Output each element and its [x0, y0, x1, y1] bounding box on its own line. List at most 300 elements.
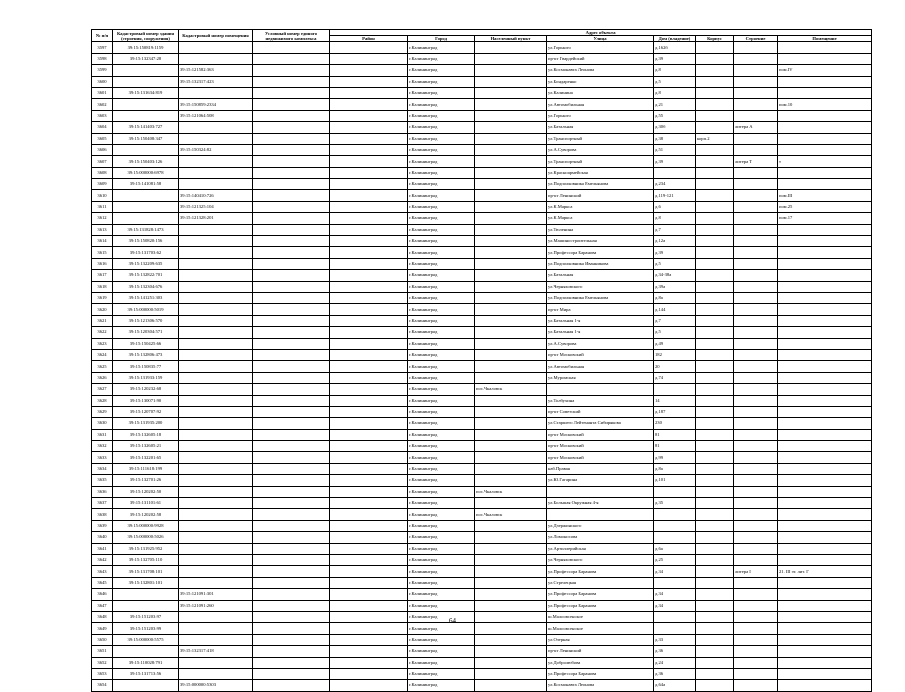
cell-korpus	[696, 190, 734, 201]
cell-house: 230	[654, 418, 696, 429]
cell-cad-building: 39:15:000000:5026	[113, 532, 179, 543]
cell-korpus	[696, 577, 734, 588]
cell-house: д.25	[654, 554, 696, 565]
table-row	[92, 281, 872, 292]
cell-korpus	[696, 87, 734, 98]
cell-num: 3602	[92, 99, 113, 110]
cell-stroenie	[734, 441, 778, 452]
cell-stroenie	[734, 532, 778, 543]
cell-cond-number	[253, 657, 330, 668]
table-row	[92, 384, 872, 395]
cell-room: пом.10	[778, 99, 872, 110]
cell-num: 3648	[92, 611, 113, 622]
cell-settlement	[475, 122, 547, 133]
cell-street: ул.К.Маркса	[547, 213, 654, 224]
cell-cad-building: 39:15:131713:56	[113, 668, 179, 679]
cell-stroenie	[734, 224, 778, 235]
cell-settlement	[475, 144, 547, 155]
cell-num: 3654	[92, 680, 113, 691]
cell-stroenie	[734, 190, 778, 201]
table-row	[92, 201, 872, 212]
cell-city: г.Калининград	[408, 463, 475, 474]
cell-street: ул.Горького	[547, 110, 654, 121]
cell-cond-number	[253, 247, 330, 258]
cell-stroenie	[734, 406, 778, 417]
cell-korpus	[696, 156, 734, 167]
cell-cond-number	[253, 600, 330, 611]
cell-room	[778, 144, 872, 155]
cell-cad-premises	[179, 133, 253, 144]
cell-korpus	[696, 236, 734, 247]
cell-cond-number	[253, 577, 330, 588]
cell-num: 3640	[92, 532, 113, 543]
cell-cond-number	[253, 361, 330, 372]
cell-stroenie	[734, 475, 778, 486]
cell-settlement	[475, 247, 547, 258]
cell-house: д.39	[654, 156, 696, 167]
cell-cond-number	[253, 236, 330, 247]
cell-cad-building: 39:15:150819:1159	[113, 42, 179, 53]
table-row	[92, 372, 872, 383]
cell-cad-premises	[179, 327, 253, 338]
cell-korpus	[696, 554, 734, 565]
cell-cad-premises	[179, 509, 253, 520]
cell-house	[654, 384, 696, 395]
cell-korpus	[696, 258, 734, 269]
cell-district	[330, 532, 408, 543]
cell-city: г.Калининград	[408, 680, 475, 691]
cell-district	[330, 247, 408, 258]
cell-street: ул.Горького	[547, 42, 654, 53]
cell-korpus	[696, 657, 734, 668]
cell-room	[778, 646, 872, 657]
cell-street: ул.Батальная	[547, 270, 654, 281]
cell-cad-building: 39:15:132209:635	[113, 258, 179, 269]
cell-district	[330, 577, 408, 588]
table-row	[92, 122, 872, 133]
cell-room	[778, 281, 872, 292]
cell-cad-building	[113, 76, 179, 87]
cell-settlement	[475, 258, 547, 269]
cell-korpus	[696, 167, 734, 178]
cell-city: г.Калининград	[408, 657, 475, 668]
cell-cad-premises	[179, 657, 253, 668]
cell-cad-building: 39:15:110028:791	[113, 657, 179, 668]
header-room: Помещение	[778, 36, 872, 42]
cell-stroenie	[734, 668, 778, 679]
cell-cond-number	[253, 281, 330, 292]
cell-city: г.Калининград	[408, 395, 475, 406]
cell-cad-premises	[179, 167, 253, 178]
cell-house: д.34-38а	[654, 270, 696, 281]
cell-city: г.Калининград	[408, 76, 475, 87]
cell-stroenie	[734, 395, 778, 406]
cell-cond-number	[253, 53, 330, 64]
cell-city: г.Калининград	[408, 293, 475, 304]
cell-korpus	[696, 76, 734, 87]
cell-house: д.38	[654, 133, 696, 144]
cell-district	[330, 293, 408, 304]
cell-district	[330, 179, 408, 190]
cell-street: пр-кт Советский	[547, 406, 654, 417]
cell-cad-building: 39:15:120707:92	[113, 406, 179, 417]
cell-korpus	[696, 304, 734, 315]
cell-house: д.24	[654, 657, 696, 668]
cell-street: пр-кт Мира	[547, 304, 654, 315]
header-address: Адрес объекта	[330, 30, 872, 36]
cell-house: д.21	[654, 99, 696, 110]
cell-room	[778, 53, 872, 64]
cell-korpus	[696, 65, 734, 76]
header-cad-premises: Кадастровый номер помещения	[179, 30, 253, 42]
cell-settlement: пос.Чкаловск	[475, 486, 547, 497]
cell-settlement	[475, 270, 547, 281]
cell-cad-building	[113, 680, 179, 691]
cell-korpus	[696, 452, 734, 463]
cell-cad-building: 39:15:150403:126	[113, 156, 179, 167]
cell-city: г.Калининград	[408, 338, 475, 349]
cell-house: д.144	[654, 304, 696, 315]
cell-room	[778, 327, 872, 338]
cell-settlement	[475, 680, 547, 691]
cell-stroenie	[734, 99, 778, 110]
cell-cad-building: 39:15:120304:571	[113, 327, 179, 338]
cell-cad-premises	[179, 429, 253, 440]
cell-num: 3639	[92, 520, 113, 531]
cell-cad-premises: 39:15:121064:508	[179, 110, 253, 121]
cell-cad-premises	[179, 361, 253, 372]
cell-street: ул.Ю.Гагарина	[547, 475, 654, 486]
cell-settlement	[475, 361, 547, 372]
cell-house: д.8а	[654, 293, 696, 304]
cell-num: 3618	[92, 281, 113, 292]
cell-num: 3635	[92, 475, 113, 486]
cell-house: д.8а	[654, 463, 696, 474]
cell-room	[778, 167, 872, 178]
cell-city: г.Калининград	[408, 224, 475, 235]
cell-street: ул.Бондаренко	[547, 76, 654, 87]
cell-cad-premises	[179, 42, 253, 53]
cell-stroenie	[734, 509, 778, 520]
cell-house: д.8	[654, 87, 696, 98]
cell-district	[330, 680, 408, 691]
cell-settlement	[475, 224, 547, 235]
cell-settlement	[475, 554, 547, 565]
cell-cad-premises	[179, 395, 253, 406]
cell-street: ул.Озерная	[547, 634, 654, 645]
cell-num: 3624	[92, 349, 113, 360]
cell-house: 20	[654, 361, 696, 372]
cell-stroenie: литера А	[734, 122, 778, 133]
table-row	[92, 509, 872, 520]
cell-house: д.34	[654, 589, 696, 600]
cell-city: г.Калининград	[408, 418, 475, 429]
cell-cond-number	[253, 201, 330, 212]
cell-room	[778, 486, 872, 497]
cell-korpus	[696, 475, 734, 486]
cell-settlement	[475, 566, 547, 577]
cell-settlement	[475, 646, 547, 657]
cell-settlement	[475, 338, 547, 349]
cell-district	[330, 475, 408, 486]
cell-cond-number	[253, 554, 330, 565]
cell-room: 21. III эт. лит. Г	[778, 566, 872, 577]
cell-cad-building: 39:15:132801:101	[113, 577, 179, 588]
cell-num: 3614	[92, 236, 113, 247]
cell-house: 182	[654, 349, 696, 360]
cell-house: д.55	[654, 110, 696, 121]
cell-cad-premises	[179, 520, 253, 531]
cell-district	[330, 213, 408, 224]
cell-district	[330, 99, 408, 110]
cell-settlement	[475, 42, 547, 53]
cell-cad-building: 39:15:150425:66	[113, 338, 179, 349]
cell-korpus	[696, 441, 734, 452]
cell-cad-building: 39:15:132347:28	[113, 53, 179, 64]
table-row	[92, 646, 872, 657]
cell-cad-premises	[179, 156, 253, 167]
cell-cad-premises	[179, 441, 253, 452]
cell-num: 3652	[92, 657, 113, 668]
cell-num: 3642	[92, 554, 113, 565]
cell-district	[330, 65, 408, 76]
cell-settlement	[475, 657, 547, 668]
cell-stroenie	[734, 680, 778, 691]
table-row	[92, 452, 872, 463]
cell-cad-building: 39:15:131933:159	[113, 372, 179, 383]
cell-num: 3600	[92, 76, 113, 87]
cell-cad-premises	[179, 406, 253, 417]
cell-room	[778, 122, 872, 133]
cell-street: ул.А.Суворова	[547, 338, 654, 349]
cell-cad-building: 39:15:131634:819	[113, 87, 179, 98]
cell-room	[778, 463, 872, 474]
cell-stroenie	[734, 589, 778, 600]
cell-room	[778, 384, 872, 395]
cell-cad-building: 39:15:120232:68	[113, 384, 179, 395]
page-number: 64	[449, 617, 456, 625]
cell-room	[778, 441, 872, 452]
cell-house: д.6а	[654, 543, 696, 554]
cell-korpus	[696, 110, 734, 121]
cell-cad-premises	[179, 247, 253, 258]
cell-cond-number	[253, 338, 330, 349]
cell-city: г.Калининград	[408, 87, 475, 98]
cell-cond-number	[253, 680, 330, 691]
cell-cad-building: 39:15:121306:570	[113, 315, 179, 326]
cell-city: г.Калининград	[408, 543, 475, 554]
cell-house: д.5	[654, 76, 696, 87]
cell-room	[778, 76, 872, 87]
cell-cad-premises: 39:15:132317:418	[179, 646, 253, 657]
cell-room: пом.III	[778, 190, 872, 201]
cell-settlement	[475, 236, 547, 247]
cell-city: г.Калининград	[408, 258, 475, 269]
cell-cad-premises	[179, 475, 253, 486]
cell-district	[330, 190, 408, 201]
cell-house: д.99	[654, 452, 696, 463]
cell-cond-number	[253, 372, 330, 383]
cell-room	[778, 315, 872, 326]
cell-cad-premises	[179, 304, 253, 315]
cell-num: 3603	[92, 110, 113, 121]
cell-district	[330, 486, 408, 497]
cell-district	[330, 315, 408, 326]
cell-district	[330, 589, 408, 600]
cell-korpus: корп.2	[696, 133, 734, 144]
cell-street: ул.Батальная 1-я	[547, 315, 654, 326]
header-cad-building: Кадастровый номер здания (строения, сооружения)	[113, 30, 179, 42]
cell-num: 3607	[92, 156, 113, 167]
cell-settlement	[475, 520, 547, 531]
cell-cad-premises	[179, 463, 253, 474]
cell-street: ул.Подполковника Емельянова	[547, 179, 654, 190]
cell-room	[778, 395, 872, 406]
cell-cond-number	[253, 270, 330, 281]
cell-district	[330, 543, 408, 554]
cell-street: ул.Автомобильная	[547, 361, 654, 372]
cell-house: д.101	[654, 475, 696, 486]
cell-house: д.36	[654, 668, 696, 679]
cell-korpus	[696, 122, 734, 133]
cell-street: ул.Черняховского	[547, 554, 654, 565]
cell-city: г.Калининград	[408, 236, 475, 247]
cell-room: пом.IV	[778, 65, 872, 76]
cell-settlement	[475, 406, 547, 417]
cell-cad-building: 39:15:150408:347	[113, 133, 179, 144]
cell-city: г.Калининград	[408, 315, 475, 326]
table-row	[92, 315, 872, 326]
cell-stroenie	[734, 258, 778, 269]
cell-city: г.Калининград	[408, 509, 475, 520]
cell-cond-number	[253, 566, 330, 577]
cell-num: 3601	[92, 87, 113, 98]
table-row	[92, 418, 872, 429]
cell-num: 3653	[92, 668, 113, 679]
cell-stroenie	[734, 213, 778, 224]
cell-korpus	[696, 509, 734, 520]
cell-stroenie	[734, 646, 778, 657]
cell-house: д.74	[654, 372, 696, 383]
cell-city: г.Калининград	[408, 42, 475, 53]
cell-stroenie	[734, 42, 778, 53]
cell-city: г.Калининград	[408, 349, 475, 360]
cell-district	[330, 201, 408, 212]
cell-street: ул.Профессора Баранова	[547, 566, 654, 577]
cell-city: г.Калининград	[408, 623, 475, 634]
cell-num: 3650	[92, 634, 113, 645]
cell-settlement	[475, 418, 547, 429]
cell-cad-building: 39:15:132201:65	[113, 452, 179, 463]
cell-korpus	[696, 99, 734, 110]
cell-num: 3616	[92, 258, 113, 269]
cell-cond-number	[253, 429, 330, 440]
cell-stroenie	[734, 372, 778, 383]
cell-room	[778, 668, 872, 679]
cell-settlement	[475, 498, 547, 509]
cell-settlement	[475, 668, 547, 679]
cell-num: 3617	[92, 270, 113, 281]
cell-stroenie	[734, 429, 778, 440]
cell-cad-premises	[179, 486, 253, 497]
cell-settlement	[475, 110, 547, 121]
cell-district	[330, 566, 408, 577]
cell-district	[330, 224, 408, 235]
cell-cond-number	[253, 441, 330, 452]
cell-cad-premises	[179, 281, 253, 292]
cell-cond-number	[253, 122, 330, 133]
cell-district	[330, 110, 408, 121]
table-body	[92, 42, 872, 691]
cell-room	[778, 498, 872, 509]
cell-street: пр-кт Ленинский	[547, 190, 654, 201]
cell-district	[330, 646, 408, 657]
cell-room: пом.25	[778, 201, 872, 212]
cell-street: ш.Малоовсенское	[547, 623, 654, 634]
cell-street: ул.Космонавта Леонова	[547, 680, 654, 691]
cell-num: 3605	[92, 133, 113, 144]
cell-street: наб.Правая	[547, 463, 654, 474]
cell-stroenie	[734, 338, 778, 349]
header-house: Дом (владение)	[654, 36, 696, 42]
cell-cond-number	[253, 258, 330, 269]
cell-korpus	[696, 224, 734, 235]
cell-street: пр-кт Московский	[547, 452, 654, 463]
table-row	[92, 486, 872, 497]
cell-room	[778, 418, 872, 429]
cell-settlement	[475, 201, 547, 212]
cell-num: 3613	[92, 224, 113, 235]
table-row	[92, 293, 872, 304]
cell-cad-premises: 39:15:150324:82	[179, 144, 253, 155]
cell-cad-premises	[179, 498, 253, 509]
cell-city: г.Калининград	[408, 646, 475, 657]
cell-stroenie	[734, 270, 778, 281]
cell-city: г.Калининград	[408, 634, 475, 645]
cell-street: ул.Красноармейская	[547, 167, 654, 178]
table-row	[92, 349, 872, 360]
cell-num: 3636	[92, 486, 113, 497]
cell-cad-premises	[179, 668, 253, 679]
cell-num: 3598	[92, 53, 113, 64]
cell-cad-premises	[179, 270, 253, 281]
cell-stroenie	[734, 520, 778, 531]
cell-korpus	[696, 646, 734, 657]
cell-num: 3612	[92, 213, 113, 224]
cell-street: ул.Большая Окружная 4-я	[547, 498, 654, 509]
cell-settlement	[475, 133, 547, 144]
cell-settlement	[475, 589, 547, 600]
cell-house	[654, 509, 696, 520]
cell-street: ул.Артиллерийская	[547, 543, 654, 554]
cell-cad-premises: 39:15:121328:201	[179, 213, 253, 224]
cell-street: ул.Толбухина	[547, 395, 654, 406]
cell-num: 3620	[92, 304, 113, 315]
cell-city: г.Калининград	[408, 532, 475, 543]
cell-korpus	[696, 406, 734, 417]
cell-korpus	[696, 270, 734, 281]
cell-street: ул.К.Маркса	[547, 201, 654, 212]
cell-num: 3597	[92, 42, 113, 53]
header-settlement: Населенный пункт	[475, 36, 547, 42]
cell-house: д.34	[654, 566, 696, 577]
table-row	[92, 213, 872, 224]
cell-city: г.Калининград	[408, 429, 475, 440]
cell-room	[778, 577, 872, 588]
cell-korpus	[696, 589, 734, 600]
cell-room	[778, 87, 872, 98]
cell-room	[778, 429, 872, 440]
